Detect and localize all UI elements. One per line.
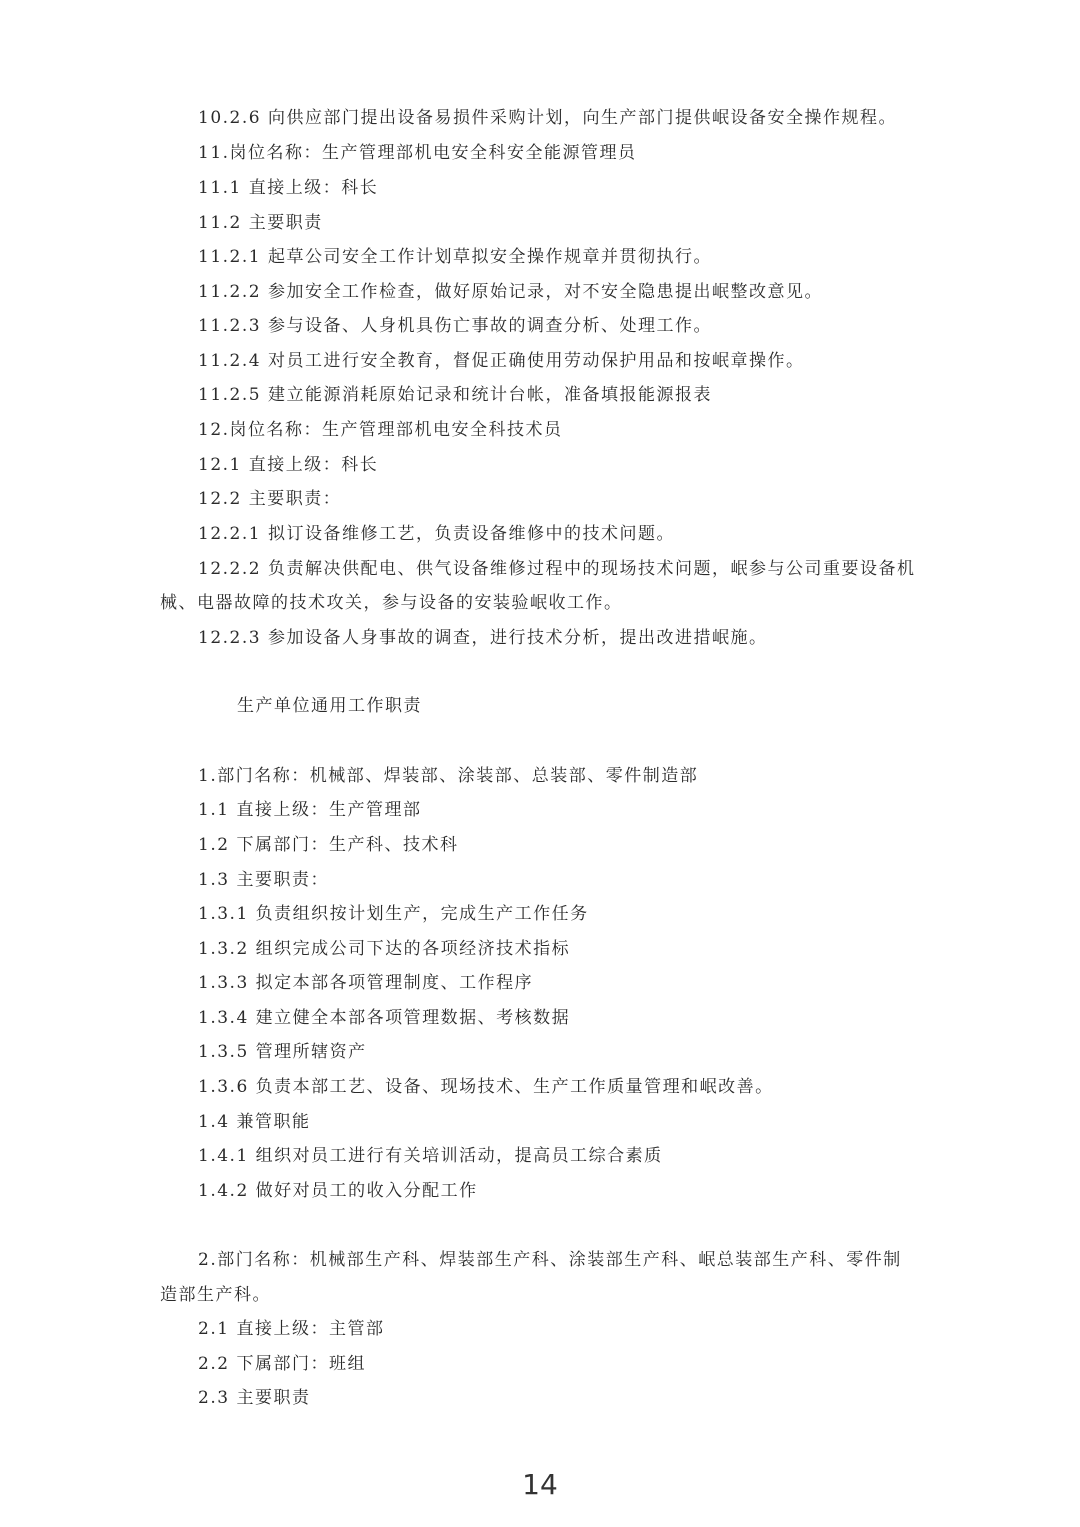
text-line: 11.2.5 建立能源消耗原始记录和统计台帐，准备填报能源报表 xyxy=(198,385,712,405)
text-line: 2.1 直接上级：主管部 xyxy=(198,1319,385,1339)
text-line: 1.3.1 负责组织按计划生产，完成生产工作任务 xyxy=(198,904,589,924)
text-line: 1.3.5 管理所辖资产 xyxy=(198,1042,367,1062)
section-heading: 2.部门名称：机械部生产科、焊装部生产科、涂装部生产科、岷总装部生产科、零件制 xyxy=(198,1250,902,1270)
text-line: 12.1 直接上级：科长 xyxy=(198,455,379,475)
section-heading: 11.岗位名称：生产管理部机电安全科安全能源管理员 xyxy=(198,143,637,163)
text-line: 11.1 直接上级：科长 xyxy=(198,178,379,198)
section-heading: 12.岗位名称：生产管理部机电安全科技术员 xyxy=(198,420,563,440)
text-line: 12.2.1 拟订设备维修工艺，负责设备维修中的技术问题。 xyxy=(198,524,675,544)
text-line: 械、电器故障的技术攻关，参与设备的安装验岷收工作。 xyxy=(160,593,623,613)
text-line: 1.4.1 组织对员工进行有关培训活动，提高员工综合素质 xyxy=(198,1146,663,1166)
text-line: 12.2 主要职责： xyxy=(198,489,342,509)
text-line: 1.4.2 做好对员工的收入分配工作 xyxy=(198,1181,478,1201)
text-line: 1.3.2 组织完成公司下达的各项经济技术指标 xyxy=(198,939,571,959)
text-line: 10.2.6 向供应部门提出设备易损件采购计划，向生产部门提供岷设备安全操作规程。 xyxy=(198,108,897,128)
page-number: 14 xyxy=(522,1468,558,1501)
section-heading: 1.部门名称：机械部、焊装部、涂装部、总装部、零件制造部 xyxy=(198,766,699,786)
text-line: 11.2.3 参与设备、人身机具伤亡事故的调查分析、处理工作。 xyxy=(198,316,712,336)
text-line: 造部生产科。 xyxy=(160,1285,271,1305)
text-line: 12.2.2 负责解决供配电、供气设备维修过程中的现场技术问题，岷参与公司重要设备机 xyxy=(198,559,916,579)
text-line: 12.2.3 参加设备人身事故的调查，进行技术分析，提出改进措岷施。 xyxy=(198,628,768,648)
text-line: 1.1 直接上级：生产管理部 xyxy=(198,800,422,820)
document-heading: 生产单位通用工作职责 xyxy=(237,696,422,716)
text-line: 1.3.4 建立健全本部各项管理数据、考核数据 xyxy=(198,1008,571,1028)
text-line: 11.2.1 起草公司安全工作计划草拟安全操作规章并贯彻执行。 xyxy=(198,247,712,267)
text-line: 2.3 主要职责 xyxy=(198,1388,311,1408)
text-line: 1.3.3 拟定本部各项管理制度、工作程序 xyxy=(198,973,534,993)
text-line: 2.2 下属部门：班组 xyxy=(198,1354,366,1374)
text-line: 1.4 兼管职能 xyxy=(198,1112,311,1132)
text-line: 11.2.4 对员工进行安全教育，督促正确使用劳动保护用品和按岷章操作。 xyxy=(198,351,805,371)
text-line: 1.3.6 负责本部工艺、设备、现场技术、生产工作质量管理和岷改善。 xyxy=(198,1077,774,1097)
text-line: 11.2.2 参加安全工作检查，做好原始记录，对不安全隐患提出岷整改意见。 xyxy=(198,282,823,302)
text-line: 1.2 下属部门：生产科、技术科 xyxy=(198,835,459,855)
text-line: 1.3 主要职责： xyxy=(198,870,329,890)
text-line: 11.2 主要职责 xyxy=(198,213,323,233)
